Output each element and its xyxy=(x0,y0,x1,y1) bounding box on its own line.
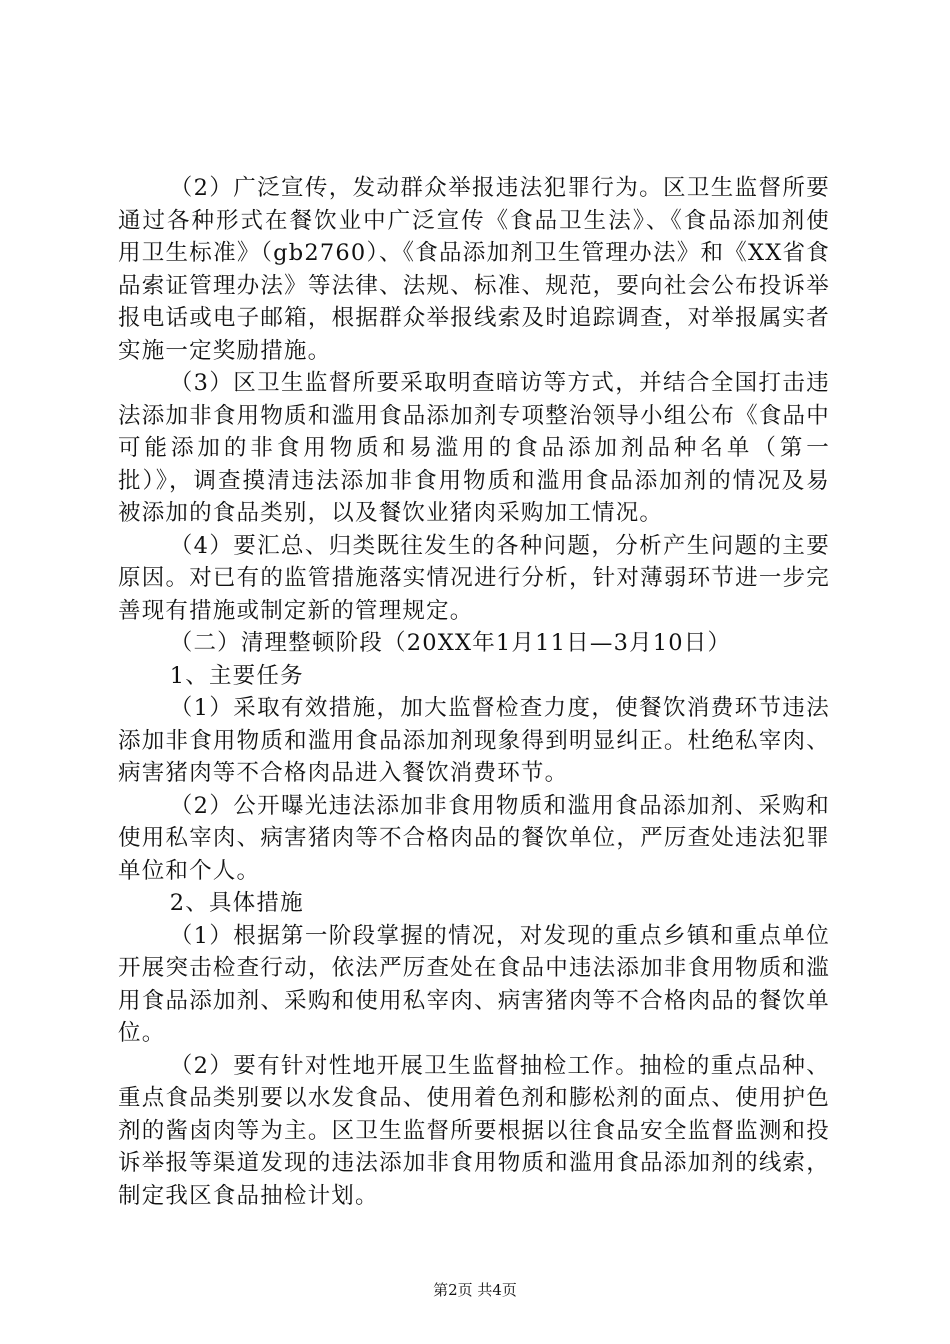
paragraph-task-2: （2）公开曝光违法添加非食用物质和滥用食品添加剂、采购和使用私宰肉、病害猪肉等不合格肉品的餐饮单位，严厉查处违法犯罪单位和个人。 xyxy=(118,792,830,884)
document-body xyxy=(118,172,830,1212)
paragraph-measure-1: （1）根据第一阶段掌握的情况，对发现的重点乡镇和重点单位开展突击检查行动，依法严厉查处在食品中违法添加非食用物质和滥用食品添加剂、采购和使用私宰肉、病害猪肉等不合格肉品的餐饮单位。 xyxy=(118,922,830,1046)
paragraph-summary-analysis: （4）要汇总、归类既往发生的各种问题，分析产生问题的主要原因。对已有的监管措施落实情况进行分析，针对薄弱环节进一步完善现有措施或制定新的管理规定。 xyxy=(118,532,830,624)
subheading-specific-measures: 2、具体措施 xyxy=(169,890,304,916)
paragraph-publicity: （2）广泛宣传，发动群众举报违法犯罪行为。区卫生监督所要通过各种形式在餐饮业中广泛宣传《食品卫生法》、《食品添加剂使用卫生标准》（gb2760）、《食品添加剂卫生管理办法》和《XX省食品索证管理办法》等法律、法规、标准、规范，要向社会公布投诉举报电话或电子邮箱，根据群众举报线索及时追踪调查，对举报属实者实施一定奖励措施。 xyxy=(118,175,830,364)
subheading-main-tasks: 1、主要任务 xyxy=(169,662,304,689)
page-number-footer: 第2页 共4页 xyxy=(433,1281,517,1299)
section-heading-cleanup-phase: （二）清理整顿阶段（20XX年1月11日—3月10日） xyxy=(169,630,732,656)
paragraph-task-1: （1）采取有效措施，加大监督检查力度，使餐饮消费环节违法添加非食用物质和滥用食品添加剂现象得到明显纠正。杜绝私宰肉、病害猪肉等不合格肉品进入餐饮消费环节。 xyxy=(118,695,830,786)
paragraph-measure-2: （2）要有针对性地开展卫生监督抽检工作。抽检的重点品种、重点食品类别要以水发食品、使用着色剂和膨松剂的面点、使用护色剂的酱卤肉等为主。区卫生监督所要根据以往食品安全监督监测和投诉举报等渠道发现的违法添加非食用物质和滥用食品添加剂的线索，制定我区食品抽检计划。 xyxy=(118,1052,830,1209)
paragraph-investigation: （3）区卫生监督所要采取明查暗访等方式，并结合全国打击违法添加非食用物质和滥用食品添加剂专项整治领导小组公布《食品中可能添加的非食用物质和易滥用的食品添加剂品种名单（第一批）》，调查摸清违法添加非食用物质和滥用食品添加剂的情况及易被添加的食品类别，以及餐饮业猪肉采购加工情况。 xyxy=(118,370,830,526)
